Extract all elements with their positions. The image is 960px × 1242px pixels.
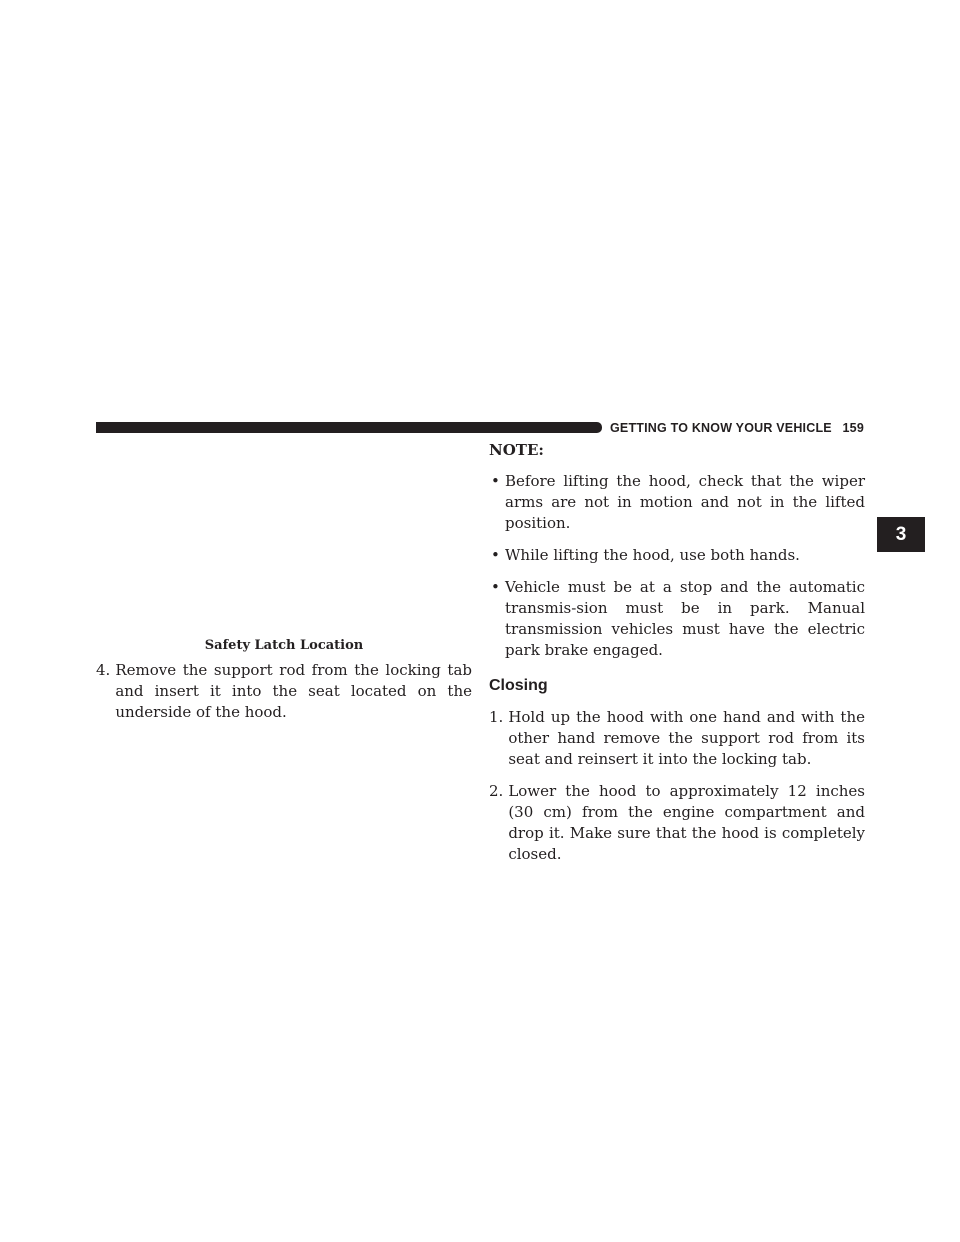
page-number: 159 — [842, 421, 864, 435]
step-item — [96, 660, 472, 723]
bullet-text: Vehicle must be at a stop and the automatic transmis-sion must be in park. Manual transmission vehicles must have the electric park brake engaged. — [505, 578, 865, 659]
running-header — [610, 418, 864, 438]
bullet-icon: • — [491, 546, 500, 564]
bullet-text: While lifting the hood, use both hands. — [505, 546, 800, 564]
step-text: Lower the hood to approximately 12 inches (30 cm) from the engine compartment and drop it. Make sure that the hood is completely closed. — [508, 782, 865, 863]
left-column — [96, 660, 472, 734]
step-item — [489, 781, 865, 865]
step-number: 4. — [96, 661, 111, 679]
note-bullet — [489, 577, 865, 661]
note-heading: NOTE: — [489, 441, 544, 459]
note-bullet — [489, 545, 865, 566]
step-number: 2. — [489, 782, 504, 800]
section-heading-closing: Closing — [489, 677, 548, 694]
step-number: 1. — [489, 708, 504, 726]
section-title: GETTING TO KNOW YOUR VEHICLE — [610, 421, 832, 435]
right-column — [489, 440, 865, 876]
step-text: Hold up the hood with one hand and with the other hand remove the support rod from its seat and reinsert it into the locking tab. — [508, 708, 865, 768]
figure-image-area — [96, 440, 466, 638]
bullet-icon: • — [491, 472, 500, 490]
note-bullet — [489, 471, 865, 534]
bullet-icon: • — [491, 578, 500, 596]
header-rule — [96, 422, 602, 433]
figure-caption: Safety Latch Location — [204, 638, 364, 653]
bullet-text: Before lifting the hood, check that the wiper arms are not in motion and not in the lifted position. — [505, 472, 865, 532]
step-text: Remove the support rod from the locking tab and insert it into the seat located on the underside of the hood. — [115, 661, 472, 721]
step-item — [489, 707, 865, 770]
chapter-tab: 3 — [877, 517, 925, 552]
